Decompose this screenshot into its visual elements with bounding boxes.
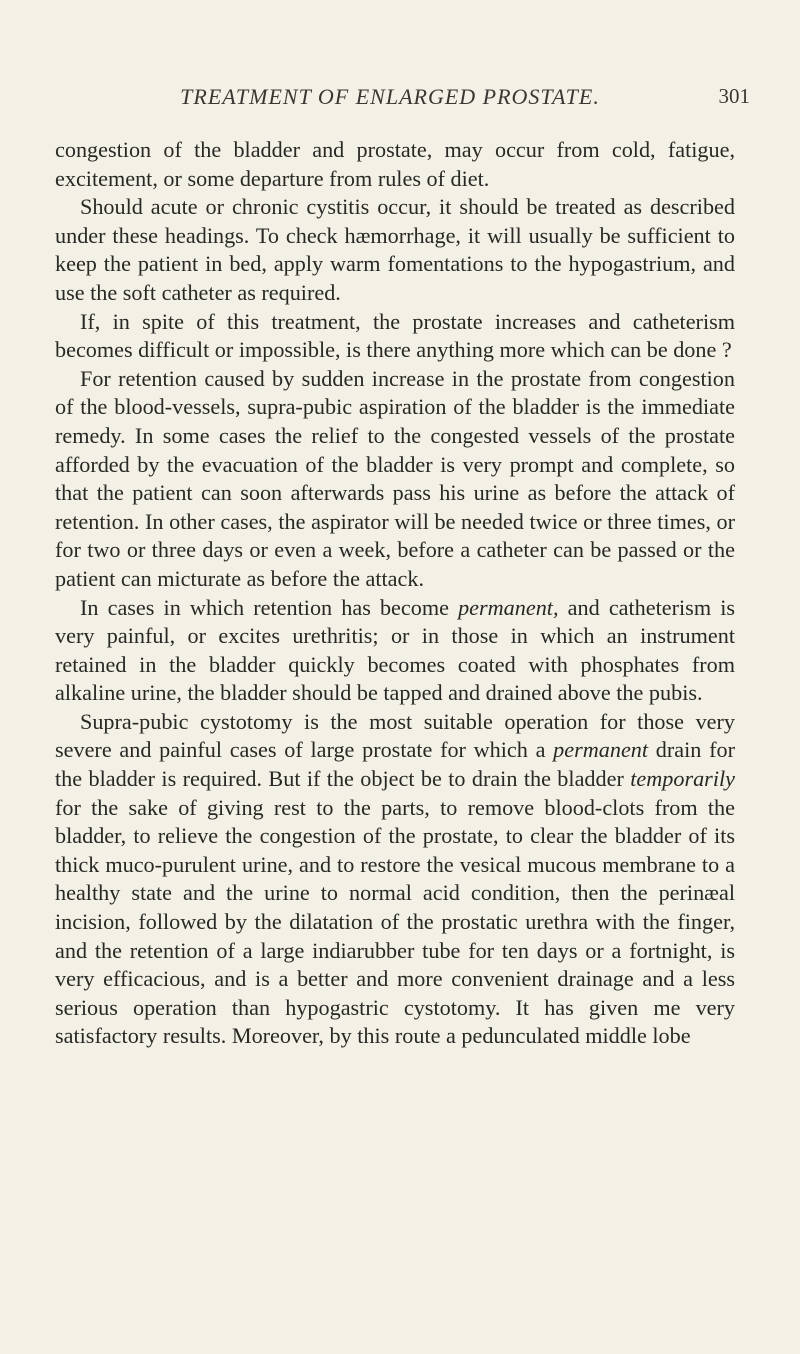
text-run: If, in spite of this treatment, the prostate increases and catheterism becomes difficult or impossible, is there anything more which can be done ? <box>55 308 735 363</box>
paragraph <box>55 136 735 193</box>
italic-text: temporarily <box>630 766 735 792</box>
text-run: congestion of the bladder and prostate, may occur from cold, fatigue, excitement, or some departure from rules of diet. <box>55 137 735 191</box>
italic-text: permanent <box>553 737 649 763</box>
paragraph <box>55 708 735 1051</box>
text-run: Supra-pubic cystotomy is the most suitable operation for those very severe and painful cases of large prostate for which a <box>55 708 735 763</box>
text-run: drain for the bladder is required. But if the object be to drain the bladder <box>55 737 735 792</box>
running-title: TREATMENT OF ENLARGED PROSTATE. <box>180 84 600 109</box>
text-run: and catheterism is very painful, or excites urethritis; or in those in which an instrument retained in the bladder quickly becomes coated with phosphates from alkaline urine, the bladder should be tapped and drained above the pubis. <box>55 594 735 706</box>
paragraph <box>55 365 735 594</box>
running-head <box>30 84 750 114</box>
text-run: for the sake of giving rest to the parts, to remove blood-clots from the bladder, to relieve the congestion of the prostate, to clear the bladder of its thick muco-purulent urine, and to restore the vesical mucous membrane to a healthy state and the urine to normal acid condition, then the perinæal incision, followed by the dilatation of the prostatic urethra with the finger, and the retention of a large indiarubber tube for ten days or a fortnight, is very efficacious, and is a better and more convenient drainage and a less serious operation than hypogastric cystotomy. It has given me very satisfactory results. Moreover, by this route a pedunculated middle lobe <box>55 794 735 1049</box>
text-run: For retention caused by sudden increase in the prostate from congestion of the blood-vessels, supra-pubic aspiration of the bladder is the immediate remedy. In some cases the relief to the congested vessels of the prostate afforded by the evacuation of the bladder is very prompt and complete, so that the patient can soon afterwards pass his urine as before the attack of retention. In other cases, the aspirator will be needed twice or three times, or for two or three days or even a week, before a catheter can be passed or the patient can micturate as before the attack. <box>55 365 735 591</box>
paragraph <box>55 594 735 708</box>
body-text <box>55 136 735 1051</box>
italic-text: permanent, <box>458 594 559 620</box>
page-number: 301 <box>718 84 750 108</box>
text-run: Should acute or chronic cystitis occur, it should be treated as described under these headings. To check hæmorrhage, it will usually be sufficient to keep the patient in bed, apply warm fomentations to the hypogastrium, and use the soft catheter as required. <box>55 194 735 305</box>
text-run: In cases in which retention has become <box>80 594 459 620</box>
paragraph <box>55 193 735 307</box>
paragraph <box>55 308 735 365</box>
